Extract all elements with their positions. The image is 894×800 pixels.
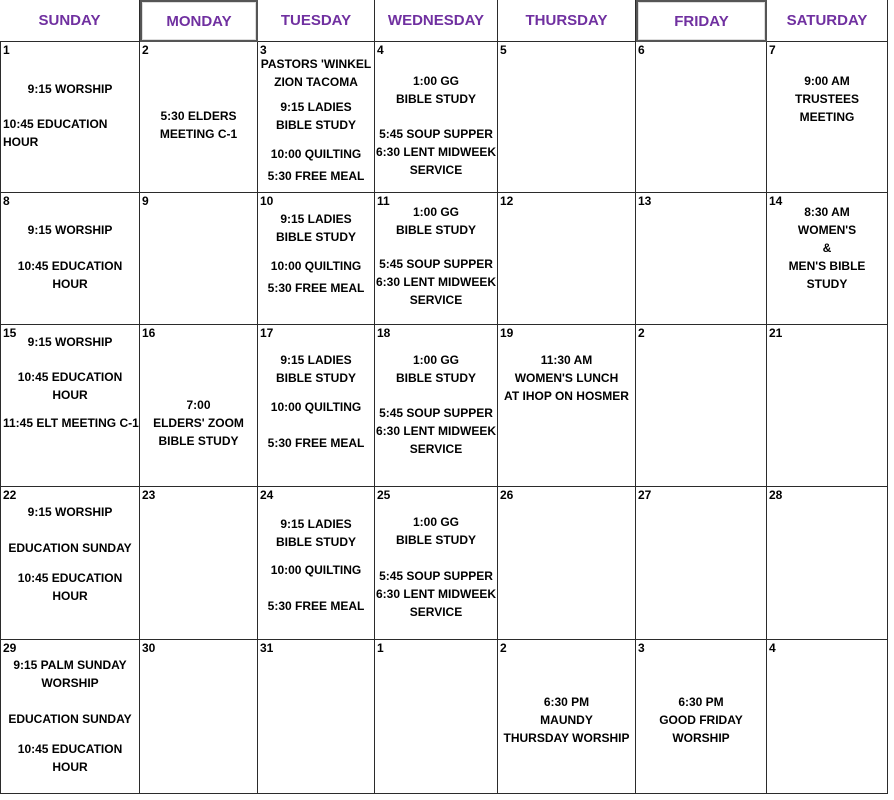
day-cell [498,193,636,325]
day-cell [375,325,498,487]
day-number: 1 [3,43,10,57]
day-number: 22 [3,488,17,502]
event-text: 9:15 PALM SUNDAY WORSHIP [13,658,127,690]
day-cell [375,640,498,794]
day-number: 19 [500,326,514,340]
day-header-wednesday: WEDNESDAY [375,0,498,42]
day-number: 2 [638,326,645,340]
event-text: 10:45 EDUCATION HOUR [17,571,123,603]
day-cell [140,487,258,640]
event-text: 5:30 FREE MEAL [267,281,365,295]
day-number: 18 [377,326,391,340]
event-text: 9:15 WORSHIP [27,505,113,519]
event-text: 1:00 GG BIBLE STUDY [395,515,476,547]
day-cell [258,487,375,640]
event-text: 6:30 PM GOOD FRIDAY WORSHIP [659,695,743,745]
day-number: 2 [500,641,507,655]
day-cell [767,193,888,325]
day-number: 4 [769,641,776,655]
event-text: 1:00 GG BIBLE STUDY [395,205,476,237]
day-cell [636,487,767,640]
day-cell [0,42,140,193]
day-cell [0,640,140,794]
day-number: 21 [769,326,783,340]
day-cell [258,640,375,794]
day-header-tuesday: TUESDAY [258,0,375,42]
day-cell [140,325,258,487]
day-number: 7 [769,43,776,57]
day-number: 25 [377,488,391,502]
event-text: 5:30 FREE MEAL [267,436,365,450]
day-cell [0,325,140,487]
day-number: 8 [3,194,10,208]
day-number: 11 [377,194,390,208]
day-cell [767,640,888,794]
event-text: 10:00 QUILTING [270,400,362,414]
event-text: 10:00 QUILTING [270,259,362,273]
event-text: 9:15 LADIES BIBLE STUDY [275,100,356,132]
event-text: 7:00 ELDERS' ZOOM BIBLE STUDY [153,398,244,448]
day-number: 9 [142,194,149,208]
day-number: 30 [142,641,156,655]
event-text: 11:30 AM WOMEN'S LUNCH AT IHOP ON HOSMER [504,353,629,403]
day-header-friday: FRIDAY [636,0,767,42]
day-cell [636,325,767,487]
day-header-monday: MONDAY [140,0,258,42]
day-number: 29 [3,641,17,655]
event-text: 9:15 WORSHIP [27,82,113,96]
day-cell [258,42,375,193]
day-cell [767,487,888,640]
event-text: 9:00 AM TRUSTEES MEETING [794,74,859,124]
day-cell [375,487,498,640]
event-text: EDUCATION SUNDAY [8,541,132,555]
day-cell [498,487,636,640]
day-cell [258,193,375,325]
day-header-thursday: THURSDAY [498,0,636,42]
event-text: 9:15 LADIES BIBLE STUDY [275,353,356,385]
event-text: 5:45 SOUP SUPPER 6:30 LENT MIDWEEK SERVICE [375,127,496,177]
day-number: 10 [260,194,274,208]
day-number: 3 [638,641,645,655]
day-header-saturday: SATURDAY [767,0,888,42]
day-cell [140,42,258,193]
event-text: 9:15 WORSHIP [27,223,113,237]
event-text: 5:45 SOUP SUPPER 6:30 LENT MIDWEEK SERVICE [375,406,496,456]
day-number: 28 [769,488,783,502]
day-number: 26 [500,488,514,502]
event-text: 5:30 FREE MEAL [267,169,365,183]
day-cell [258,325,375,487]
event-text: EDUCATION SUNDAY [8,712,132,726]
event-text: 6:30 PM MAUNDY THURSDAY WORSHIP [503,695,630,745]
day-cell [636,640,767,794]
event-text: 10:00 QUILTING [270,563,362,577]
day-number: 12 [500,194,514,208]
day-cell [636,42,767,193]
day-cell [140,193,258,325]
day-number: 4 [377,43,384,57]
day-cell [767,42,888,193]
day-number: 2 [142,43,149,57]
event-text: 10:45 EDUCATION HOUR [17,742,123,774]
event-text: 5:30 ELDERS MEETING C-1 [159,109,238,141]
day-number: 23 [142,488,156,502]
event-text: 10:45 EDUCATION HOUR [3,117,108,149]
event-text: 9:15 LADIES BIBLE STUDY [275,517,356,549]
event-text: 5:30 FREE MEAL [267,599,365,613]
event-text: 10:45 EDUCATION HOUR [17,370,123,402]
day-number: 1 [377,641,384,655]
day-number: 16 [142,326,156,340]
event-text: 5:45 SOUP SUPPER 6:30 LENT MIDWEEK SERVICE [375,569,496,619]
event-text: PASTORS 'WINKEL ZION TACOMA [260,57,372,89]
day-number: 14 [769,194,783,208]
day-cell [140,640,258,794]
day-cell [498,42,636,193]
day-header-sunday: SUNDAY [0,0,140,42]
day-cell [498,640,636,794]
day-cell [0,487,140,640]
event-text: 9:15 WORSHIP [27,335,113,349]
day-number: 31 [260,641,274,655]
day-number: 5 [500,43,507,57]
event-text: 8:30 AM WOMEN'S & MEN'S BIBLE STUDY [788,205,866,291]
day-cell [498,325,636,487]
event-text: 9:15 LADIES BIBLE STUDY [275,212,356,244]
day-cell [636,193,767,325]
day-number: 24 [260,488,274,502]
event-text: 1:00 GG BIBLE STUDY [395,74,476,106]
event-text: 5:45 SOUP SUPPER 6:30 LENT MIDWEEK SERVICE [375,257,496,307]
event-text: 10:45 EDUCATION HOUR [17,259,123,291]
day-cell [767,325,888,487]
day-number: 17 [260,326,274,340]
day-cell [0,193,140,325]
event-text: 11:45 ELT MEETING C-1 [3,416,139,430]
day-number: 15 [3,326,17,340]
day-number: 13 [638,194,652,208]
day-number: 3 [260,43,267,57]
day-number: 6 [638,43,645,57]
day-cell [375,42,498,193]
day-cell [375,193,498,325]
event-text: 10:00 QUILTING [270,147,362,161]
event-text: 1:00 GG BIBLE STUDY [395,353,476,385]
day-number: 27 [638,488,652,502]
